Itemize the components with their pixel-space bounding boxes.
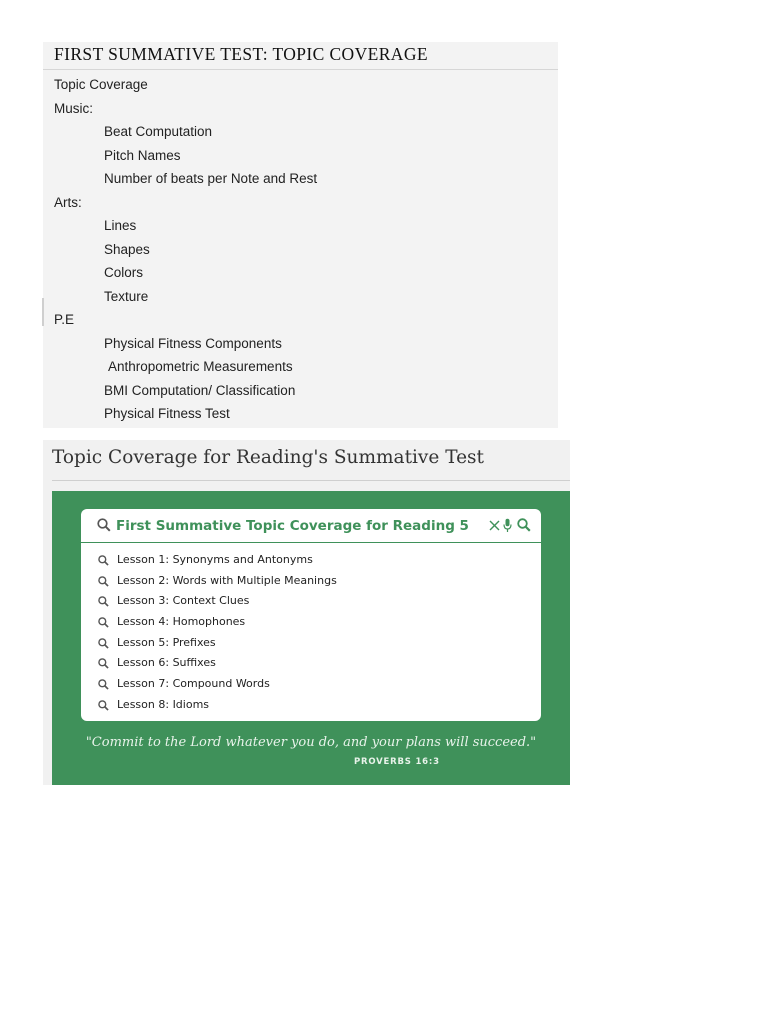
arts-item: Colors	[104, 265, 144, 280]
topic-list	[43, 73, 558, 426]
suggestion-item[interactable]	[98, 550, 531, 571]
reading-graphic	[52, 491, 570, 785]
suggestion-list	[98, 550, 531, 716]
pe-item: Anthropometric Measurements	[108, 359, 293, 374]
suggestion-label: Lesson 2: Words with Multiple Meanings	[117, 573, 337, 587]
music-item: Number of beats per Note and Rest	[104, 171, 318, 186]
suggestion-item[interactable]	[98, 612, 531, 633]
reading-title: Topic Coverage for Reading's Summative Test	[52, 447, 484, 468]
arts-item: Shapes	[104, 241, 150, 257]
search-card	[81, 509, 541, 721]
music-item: Beat Computation	[104, 124, 213, 139]
suggestion-label: Lesson 4: Homophones	[117, 615, 246, 629]
arts-item: Lines	[104, 218, 137, 233]
pe-item: Physical Fitness Components	[104, 335, 282, 351]
search-icon	[98, 700, 109, 711]
music-item: Pitch Names	[104, 147, 181, 163]
panel-title: FIRST SUMMATIVE TEST: TOPIC COVERAGE	[54, 44, 428, 64]
arts-item: Texture	[104, 288, 149, 304]
suggestion-item[interactable]	[98, 674, 531, 695]
suggestion-label: Lesson 8: Idioms	[117, 697, 210, 711]
suggestion-label: Lesson 7: Compound Words	[117, 677, 270, 691]
suggestion-label: Lesson 6: Suffixes	[117, 656, 216, 670]
suggestion-item[interactable]	[98, 695, 531, 716]
margin-mark	[42, 298, 44, 326]
bible-quote: "Commit to the Lord whatever you do, and your plans will succeed."	[85, 735, 537, 750]
suggestion-label: Lesson 3: Context Clues	[117, 594, 250, 608]
pe-item: Physical Fitness Test	[104, 406, 230, 421]
arts-label: Arts:	[54, 194, 82, 210]
search-icon	[98, 617, 109, 628]
suggestion-item[interactable]	[98, 591, 531, 612]
search-icon	[98, 679, 109, 690]
suggestion-label: Lesson 1: Synonyms and Antonyms	[117, 553, 313, 566]
search-icon	[98, 658, 109, 669]
reading-panel	[43, 440, 570, 785]
close-icon[interactable]	[489, 520, 500, 531]
suggestion-item[interactable]	[98, 653, 531, 674]
pe-item: BMI Computation/ Classification	[104, 382, 296, 398]
title-divider	[43, 69, 558, 70]
search-icon	[98, 638, 109, 649]
topic-coverage-panel	[43, 42, 558, 428]
suggestion-item[interactable]	[98, 571, 531, 592]
title-divider	[52, 480, 570, 481]
suggestion-label: Lesson 5: Prefixes	[117, 635, 216, 649]
search-icon	[98, 555, 109, 566]
music-label: Music:	[54, 100, 94, 116]
suggestion-item[interactable]	[98, 633, 531, 654]
pe-label: P.E	[54, 312, 75, 327]
topic-heading: Topic Coverage	[54, 77, 148, 92]
search-query[interactable]: First Summative Topic Coverage for Reading 5	[116, 518, 469, 534]
search-icon	[98, 596, 109, 607]
quote-reference: PROVERBS 16:3	[354, 757, 440, 767]
microphone-icon[interactable]	[503, 518, 512, 533]
search-icon	[98, 576, 109, 587]
search-submit-icon[interactable]	[517, 518, 531, 532]
search-icon	[97, 518, 111, 532]
search-bar[interactable]	[81, 509, 541, 543]
